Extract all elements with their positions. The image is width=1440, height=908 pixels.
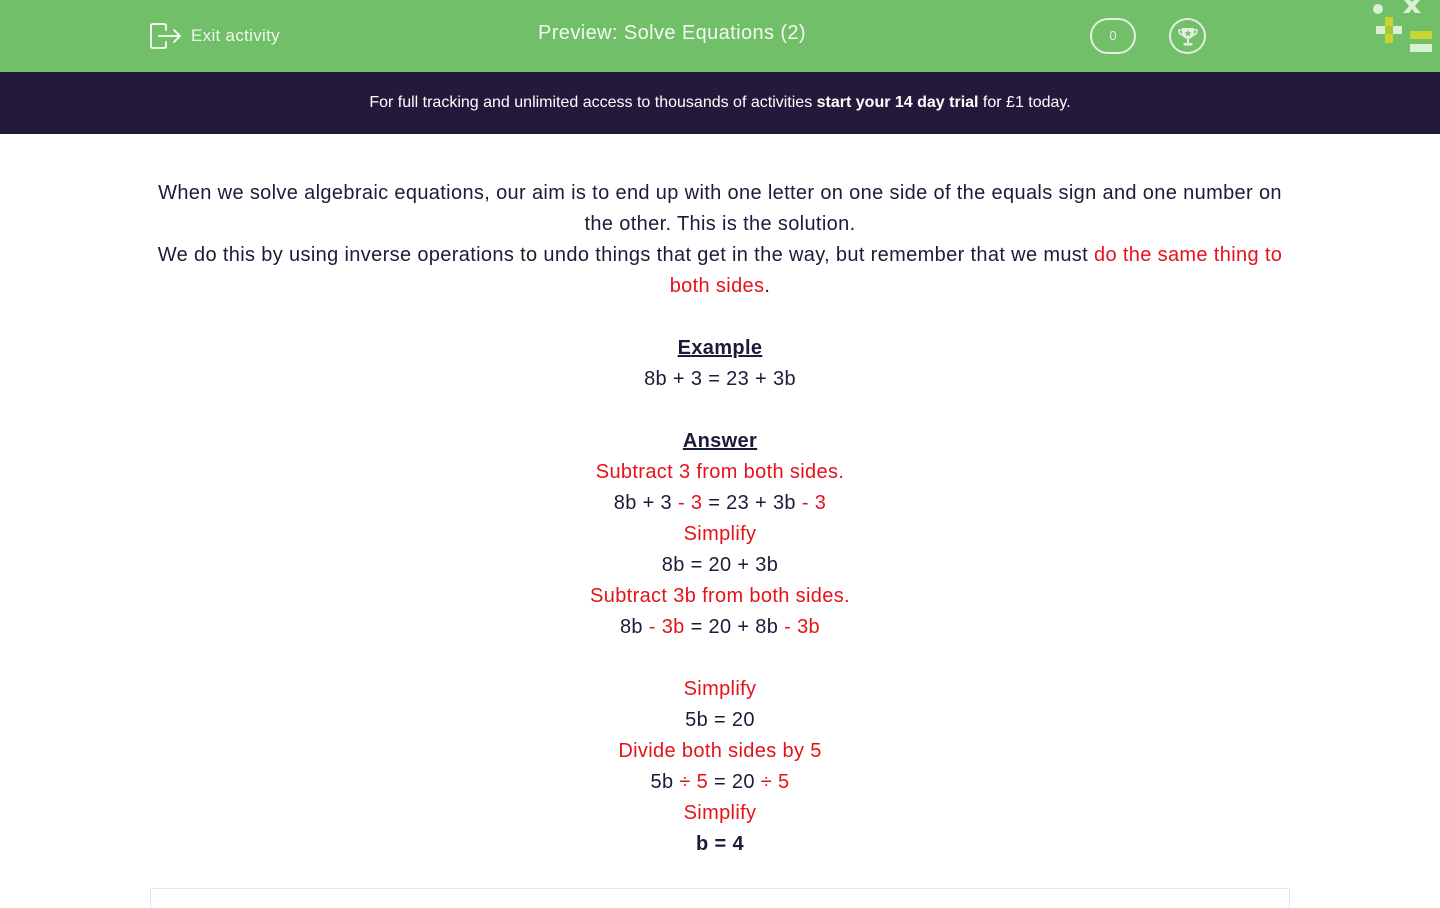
spacer [150, 643, 1290, 674]
example-equation: 8b + 3 = 23 + 3b [644, 368, 796, 390]
page-title: Preview: Solve Equations (2) [538, 22, 806, 44]
intro-highlight: do the same thing to both sides [669, 244, 1283, 297]
step-3-instruction: Subtract 3b from both sides. [590, 585, 850, 607]
step-1-equation: 8b + 3 - 3 = 23 + 3b - 3 [613, 492, 827, 514]
score-badge: 0 [1090, 18, 1136, 54]
step-4-equation: 5b = 20 [685, 709, 755, 731]
spacer [150, 302, 1290, 333]
step-6-instruction: Simplify [683, 802, 757, 824]
step-4-instruction: Simplify [683, 678, 757, 700]
exit-activity-label: Exit activity [191, 26, 280, 45]
top-bar [0, 0, 1440, 72]
answer-heading: Answer [682, 430, 758, 452]
spacer [150, 395, 1290, 426]
step-2-instruction: Simplify [683, 523, 757, 545]
intro-paragraph-2: We do this by using inverse operations to undo things that get in the way, but remember that we must do the same thing to both sides. [157, 244, 1283, 297]
brand-logo-icon [1368, 0, 1440, 56]
trial-banner[interactable] [0, 72, 1440, 134]
banner-text: For full tracking and unlimited access to thousands of activities [369, 94, 817, 111]
intro-paragraph-1: When we solve algebraic equations, our aim is to end up with one letter on one side of the equals sign and one number on the other. This is the solution. [158, 182, 1282, 235]
example-heading: Example [677, 337, 763, 359]
banner-text-end: for £1 today. [978, 94, 1071, 111]
trial-link[interactable]: start your 14 day trial [816, 94, 979, 111]
trophy-icon [1177, 25, 1199, 47]
question-card [150, 888, 1290, 908]
trophy-button[interactable] [1169, 18, 1206, 54]
step-5-instruction: Divide both sides by 5 [618, 740, 822, 762]
lesson-content [150, 178, 1290, 860]
final-answer: b = 4 [696, 833, 744, 855]
step-2-equation: 8b = 20 + 3b [661, 554, 779, 576]
step-3-equation: 8b - 3b = 20 + 8b - 3b [619, 616, 821, 638]
step-1-instruction: Subtract 3 from both sides. [595, 461, 845, 483]
step-5-equation: 5b ÷ 5 = 20 ÷ 5 [650, 771, 790, 793]
